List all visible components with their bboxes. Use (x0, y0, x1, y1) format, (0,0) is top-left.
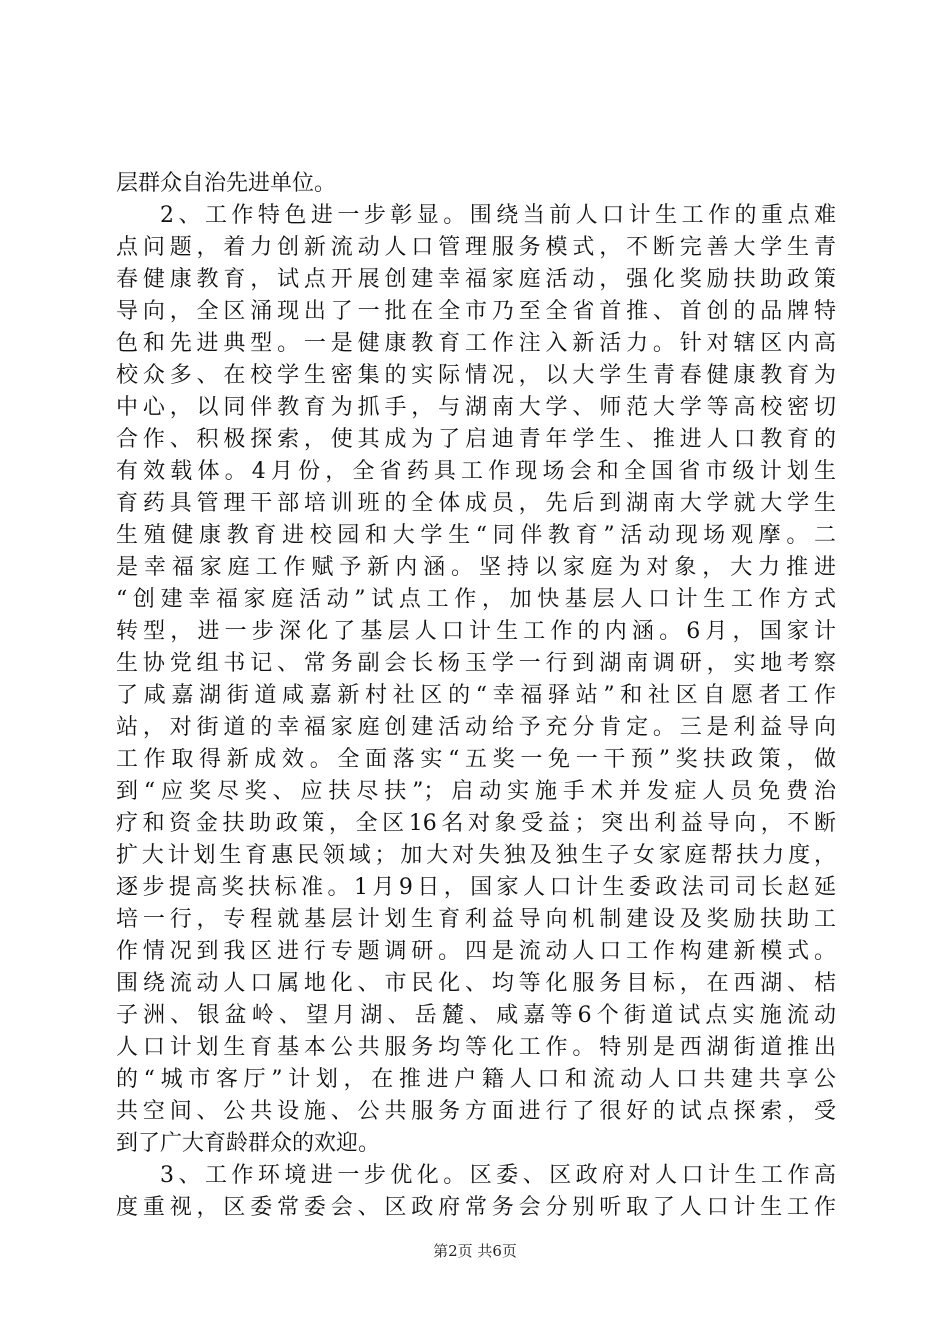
text-line: 有效载体。4月份，全省药具工作现场会和全国省市级计划生 (116, 459, 836, 484)
text-line: 层群众自治先进单位。 (116, 171, 337, 196)
text-line: 点问题，着力创新流动人口管理服务模式，不断完善大学生青 (116, 235, 836, 260)
text-line: 中心，以同伴教育为抓手，与湖南大学、师范大学等高校密切 (116, 395, 836, 420)
text-line: 度重视，区委常委会、区政府常务会分别听取了人口计生工作 (116, 1195, 836, 1220)
text-line: 生殖健康教育进校园和大学生“同伴教育”活动现场观摩。二 (116, 523, 836, 548)
text-line: 疗和资金扶助政策，全区16名对象受益；突出利益导向，不断 (116, 811, 836, 836)
text-line: 人口计划生育基本公共服务均等化工作。特别是西湖街道推出 (116, 1035, 836, 1060)
text-line: 合作、积极探索，使其成为了启迪青年学生、推进人口教育的 (116, 427, 836, 452)
text-line: 色和先进典型。一是健康教育工作注入新活力。针对辖区内高 (116, 331, 836, 356)
text-line: 生协党组书记、常务副会长杨玉学一行到湖南调研，实地考察 (116, 651, 836, 676)
text-line: 了咸嘉湖街道咸嘉新村社区的“幸福驿站”和社区自愿者工作 (116, 683, 836, 708)
text-line: 的“城市客厅”计划，在推进户籍人口和流动人口共建共享公 (116, 1067, 836, 1092)
text-line: 校众多、在校学生密集的实际情况，以大学生青春健康教育为 (116, 363, 836, 388)
text-line: 共空间、公共设施、公共服务方面进行了很好的试点探索，受 (116, 1099, 836, 1124)
text-line: 转型，进一步深化了基层人口计生工作的内涵。6月，国家计 (116, 619, 836, 644)
text-line: 站，对街道的幸福家庭创建活动给予充分肯定。三是利益导向 (116, 715, 836, 740)
text-line: 育药具管理干部培训班的全体成员，先后到湖南大学就大学生 (116, 491, 836, 516)
page-number-footer: 第2页 共6页 (433, 1242, 517, 1260)
text-line: 到“应奖尽奖、应扶尽扶”；启动实施手术并发症人员免费治 (116, 779, 836, 804)
text-line: 到了广大育龄群众的欢迎。 (116, 1131, 381, 1156)
text-line: “创建幸福家庭活动”试点工作，加快基层人口计生工作方式 (116, 587, 836, 612)
text-line: 扩大计划生育惠民领域；加大对失独及独生子女家庭帮扶力度， (116, 843, 836, 868)
text-line: 培一行，专程就基层计划生育利益导向机制建设及奖励扶助工 (116, 907, 836, 932)
paragraph-3-start: 3、工作环境进一步优化。区委、区政府对人口计生工作高 (160, 1163, 836, 1188)
text-line: 导向，全区涌现出了一批在全市乃至全省首推、首创的品牌特 (116, 299, 836, 324)
text-line: 春健康教育，试点开展创建幸福家庭活动，强化奖励扶助政策 (116, 267, 836, 292)
text-line: 作情况到我区进行专题调研。四是流动人口工作构建新模式。 (116, 939, 836, 964)
paragraph-2-start: 2、工作特色进一步彰显。围绕当前人口计生工作的重点难 (160, 203, 836, 228)
body-text (116, 168, 836, 1224)
text-line: 工作取得新成效。全面落实“五奖一免一干预”奖扶政策，做 (116, 747, 836, 772)
text-line: 逐步提高奖扶标准。1月9日，国家人口计生委政法司司长赵延 (116, 875, 836, 900)
text-line: 是幸福家庭工作赋予新内涵。坚持以家庭为对象，大力推进 (116, 555, 836, 580)
text-line: 子洲、银盆岭、望月湖、岳麓、咸嘉等6个街道试点实施流动 (116, 1003, 836, 1028)
text-line: 围绕流动人口属地化、市民化、均等化服务目标，在西湖、桔 (116, 971, 836, 996)
